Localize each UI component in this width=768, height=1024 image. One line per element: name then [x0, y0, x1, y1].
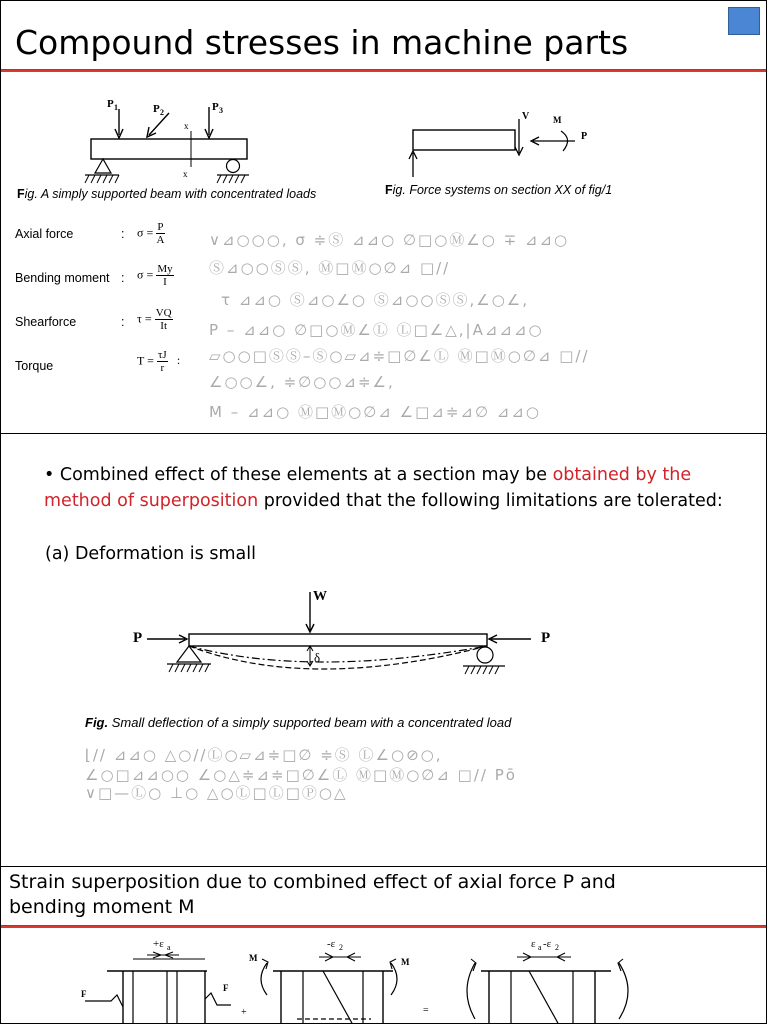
slide3-title-underline [1, 925, 766, 928]
svg-text:=: = [423, 1005, 429, 1016]
axial-force-label: Axial force [15, 227, 74, 241]
torque-equation: T = $\frac{\tau J}{r}$ : [137, 349, 181, 374]
svg-text:P: P [541, 630, 551, 646]
p1-label: P [107, 98, 114, 110]
slide-title: Compound stresses in machine parts [15, 23, 629, 62]
shearforce-equation: τ = $\frac{VQ}{It}$ [137, 307, 172, 332]
svg-text:+ε: +ε [153, 938, 164, 950]
svg-text:-ε: -ε [543, 938, 552, 950]
svg-text:+: + [241, 1007, 247, 1018]
beam-figure [81, 95, 261, 191]
svg-text:ε: ε [531, 938, 536, 950]
svg-text:V: V [522, 111, 530, 122]
deflection-caption: Fig. Small deflection of a simply supported beam with a concentrated load [85, 715, 512, 730]
torque-label: Torque [15, 359, 54, 373]
section-force-figure [403, 105, 603, 177]
slide-strain-superposition [0, 866, 767, 1024]
svg-text:x: x [183, 169, 188, 179]
svg-text:-ε: -ε [327, 938, 336, 950]
svg-text:P: P [581, 131, 588, 142]
deformation-small-point: (a) Deformation is small [45, 544, 256, 564]
fig1-caption: Fig. A simply supported beam with concentrated loads [17, 187, 317, 201]
bending-moment-label: Bending moment [15, 271, 110, 285]
svg-text:F: F [223, 983, 229, 993]
fig2-caption: Fig. Force systems on section XX of fig/1 [385, 183, 613, 197]
bending-moment-equation: σ = $\frac{My}{I}$ [137, 263, 173, 288]
svg-text:2: 2 [555, 943, 559, 952]
svg-text:W: W [313, 589, 327, 604]
strain-superposition-figure [71, 933, 671, 1024]
svg-text:2: 2 [160, 108, 164, 117]
svg-text:δ: δ [314, 650, 321, 665]
svg-text:M: M [401, 957, 410, 967]
superposition-bullet: • Combined effect of these elements at a section may be obtained by the method of superposition provided that the following limitations are tolerated: [44, 465, 723, 511]
svg-text:F: F [81, 989, 87, 999]
p3-label: P [212, 101, 219, 113]
svg-text:M: M [249, 953, 258, 963]
slide-thumbnail-marker [728, 7, 760, 35]
svg-text:2: 2 [339, 943, 343, 952]
p2-label: P [153, 103, 160, 115]
slide3-title: Strain superposition due to combined effect of axial force P and bending moment M [9, 871, 616, 918]
beam [91, 139, 247, 159]
svg-text:a: a [538, 943, 542, 952]
shearforce-label: Shearforce [15, 315, 77, 329]
svg-text:1: 1 [114, 103, 118, 112]
svg-text:P: P [133, 630, 143, 646]
svg-text:3: 3 [219, 106, 223, 115]
slide-superposition-limitations: • Combined effect of these elements at a section may be obtained by the method of superposition provided that the following limitations are tolerated: (a) Deformation is small W P P δ Fig. Small deflection of a simply supported beam with a concentrated load ⌊// ⊿⊿○ △○//Ⓛ○▱⊿≑□∅ ≑Ⓢ Ⓛ∠○⊘○, ∠○□⊿⊿○○ ∠○△≑⊿≑□∅∠Ⓛ Ⓜ□Ⓜ○∅⊿ □// Pō ∨□—Ⓛ○ ⊥○ △○Ⓛ□Ⓛ□Ⓟ○△ [0, 433, 767, 867]
title-underline [1, 69, 766, 72]
deflected-beam-figure [127, 582, 567, 692]
highlight-superposition: obtained by the method of superposition [44, 465, 692, 511]
svg-text:x: x [184, 121, 189, 131]
svg-text:M: M [553, 115, 562, 125]
svg-text:a: a [167, 943, 171, 952]
slide-compound-stresses: Compound stresses in machine parts P 1 P 2 P 3 x x Fig. A simply supported beam with concentrated loads V M P Fig. Force systems on section XX of fig/1 Axial force : σ = $\frac{P}{A}$ Bending moment : σ = $\frac{My}{I}$ Shearforce : τ = $\frac{VQ}{It}$ Torque T = $\frac{\tau J}{r}$ : ∨⊿○○○, σ ≑Ⓢ ⊿⊿○ ∅□○Ⓜ∠○ ∓ ⊿⊿○ Ⓢ⊿○○ⓈⓈ, Ⓜ□Ⓜ○∅⊿ □// τ ⊿⊿○ Ⓢ⊿○∠○ Ⓢ⊿○○ⓈⓈ,∠○∠, P – ⊿⊿○ ∅□○Ⓜ∠Ⓛ Ⓛ□∠△,|A⊿⊿⊿○ ▱○○□ⓈⓈ–Ⓢ○▱⊿≑□∅∠Ⓛ Ⓜ□Ⓜ○∅⊿ □// ∠○○∠, ≑∅○○⊿≑∠, M – ⊿⊿○ Ⓜ□Ⓜ○∅⊿ ∠□⊿≑⊿∅ ⊿⊿○ [0, 0, 767, 434]
axial-force-equation: σ = $\frac{P}{A}$ [137, 221, 165, 246]
